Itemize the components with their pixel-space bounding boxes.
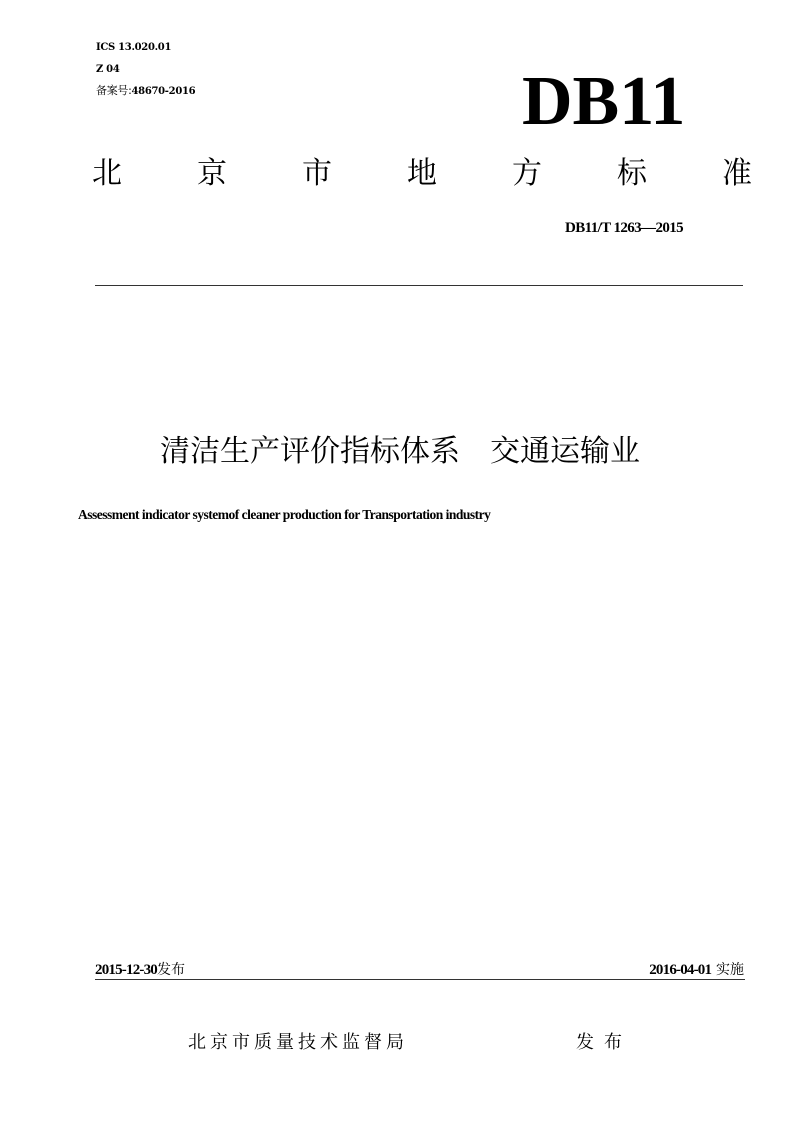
publish-date-line [95,958,185,981]
document-title-en: Assessment indicator systemof cleaner production for Transportation industry [78,507,491,522]
standard-type-char: 北 [92,156,122,191]
record-label: 备案号: [96,84,132,97]
implement-date: 2016-04-01 [649,962,712,978]
db11-logo: DB11 [522,63,686,140]
document-title-cn [0,430,800,474]
issuing-authority: 北京市质量技术监督局 [188,1032,408,1053]
ics-code: ICS 13.020.01 [96,42,172,53]
implement-label: 实施 [716,962,744,978]
standard-type-char: 标 [617,156,647,191]
record-number: 48670-2016 [131,86,196,97]
classification-code: Z 04 [96,64,120,75]
publish-date: 2015-12-30 [95,962,157,978]
standard-code: DB11/T 1263—2015 [565,220,684,236]
implement-date-line [649,958,744,981]
record-number-line [96,85,195,98]
standard-type-title [92,152,752,196]
standard-type-char: 京 [197,156,227,191]
standard-type-char: 准 [722,156,752,191]
title-cn-main: 清洁生产评价指标体系 [160,434,460,469]
standard-type-char: 方 [512,156,542,191]
footer-divider [95,979,745,980]
title-cn-sector: 交通运输业 [490,434,640,469]
standard-type-char: 市 [302,156,332,191]
standard-type-char: 地 [407,156,437,191]
header-divider [95,285,743,286]
issue-label: 发布 [576,1032,632,1053]
publish-label: 发布 [157,962,185,978]
